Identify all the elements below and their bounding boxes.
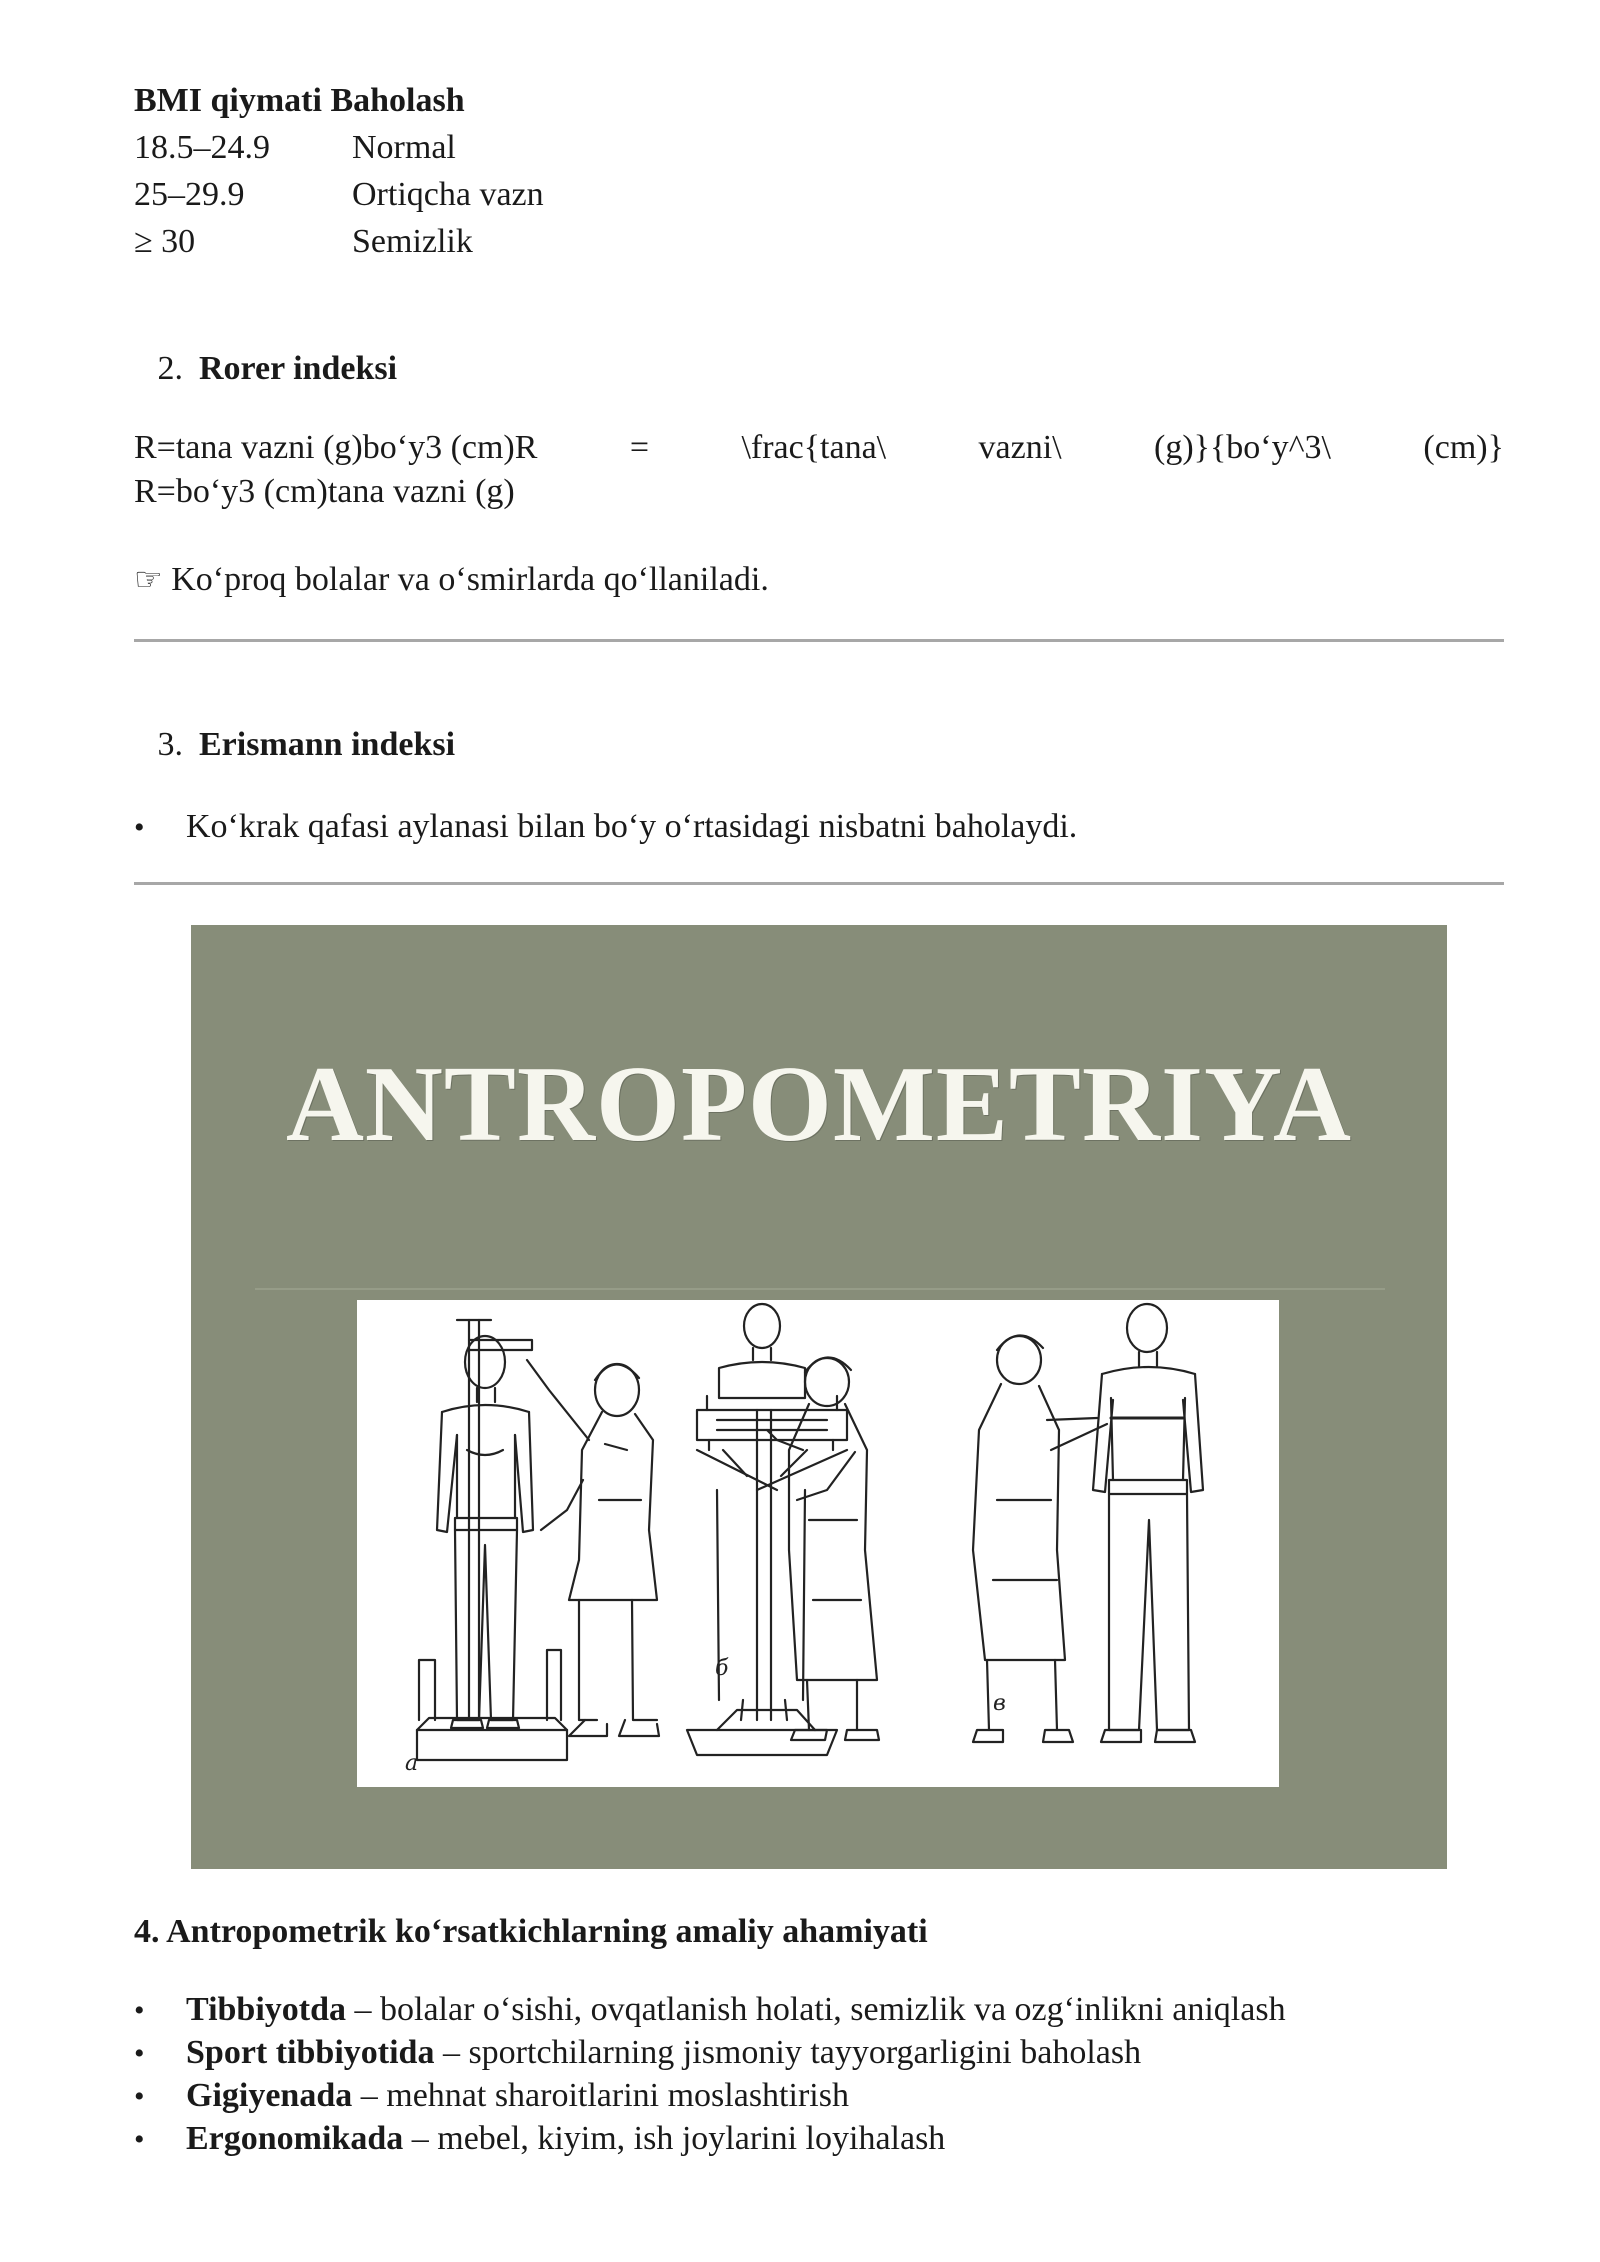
bmi-assessment: Semizlik [352,223,473,260]
horizontal-rule [134,882,1504,885]
formula-part: (cm)} [1423,429,1504,466]
bullet-icon: • [134,2123,145,2156]
scale-scene [687,1304,879,1755]
note-text: Ko‘proq bolalar va o‘smirlarda qo‘llaniladi. [171,561,769,598]
rorer-note [134,556,769,603]
list-item [90,1988,1286,2032]
formula-part: R=tana vazni (g)bo‘y3 (cm)R [134,429,538,466]
bmi-table-row [134,171,544,218]
horizontal-rule [134,639,1504,642]
stadiometer-scene [417,1320,659,1760]
list-item [90,2031,1141,2075]
bmi-assessment: Normal [352,129,456,166]
chest-measure-scene [973,1304,1203,1742]
figure-title: ANTROPOMETRIYA [285,1045,1353,1164]
section-title: Rorer indeksi [199,350,398,387]
figure-label-a: а [405,1751,419,1776]
figure-label-c: в [993,1691,1006,1716]
list-item-text: – mebel, kiyim, ish joylarini loyihalash [403,2120,946,2157]
bullet-icon: • [134,811,145,844]
bmi-table-row [134,218,544,265]
formula-part: (g)}{bo‘y^3\ [1154,429,1332,466]
rorer-formula [134,426,1504,514]
bullet-icon: • [134,2037,145,2070]
list-item [90,2074,849,2118]
formula-part: vazni\ [978,429,1062,466]
formula-line-2: R=bo‘y3 (cm)tana vazni (g) [134,473,515,510]
list-item [90,2117,945,2161]
list-item-term: Ergonomikada [186,2120,404,2157]
list-item-term: Gigiyenada [186,2077,353,2114]
list-item-term: Sport tibbiyotida [186,2034,435,2071]
bmi-table [134,77,544,265]
bmi-range: ≥ 30 [134,223,196,260]
antropometriya-figure [191,925,1447,1869]
list-item-text: – bolalar o‘sishi, ovqatlanish holati, semizlik va ozg‘inlikni aniqlash [346,1991,1286,2028]
list-item-text: Ko‘krak qafasi aylanasi bilan bo‘y o‘rtasidagi nisbatni baholaydi. [186,808,1078,845]
figure-divider [255,1288,1385,1290]
formula-part: \frac{tana\ [741,429,887,466]
section-number: 3. [157,726,183,763]
bmi-assessment: Ortiqcha vazn [352,176,544,213]
section-number: 2. [157,350,183,387]
bullet-icon: • [134,2080,145,2113]
measurement-drawing [357,1300,1279,1787]
bmi-table-row [134,124,544,171]
section-title: Erismann indeksi [199,726,456,763]
list-item-text: – mehnat sharoitlarini moslashtirish [352,2077,849,2114]
bmi-range: 25–29.9 [134,176,245,213]
section-heading-practical: 4. Antropometrik ko‘rsatkichlarning amaliy ahamiyati [134,1913,928,1950]
list-item [90,805,1077,849]
list-item-term: Tibbiyotda [186,1991,347,2028]
figure-label-b: б [715,1656,729,1681]
formula-part: = [629,429,650,466]
bullet-icon: • [134,1994,145,2027]
section-heading-rorer [134,345,397,392]
list-item-text: – sportchilarning jismoniy tayyorgarligini baholash [434,2034,1142,2071]
measurement-illustration [357,1300,1279,1787]
pointing-hand-icon: ☞ [134,560,163,598]
section-heading-erismann [134,721,455,768]
bmi-range: 18.5–24.9 [134,129,270,166]
bmi-table-header: BMI qiymati Baholash [134,82,465,119]
